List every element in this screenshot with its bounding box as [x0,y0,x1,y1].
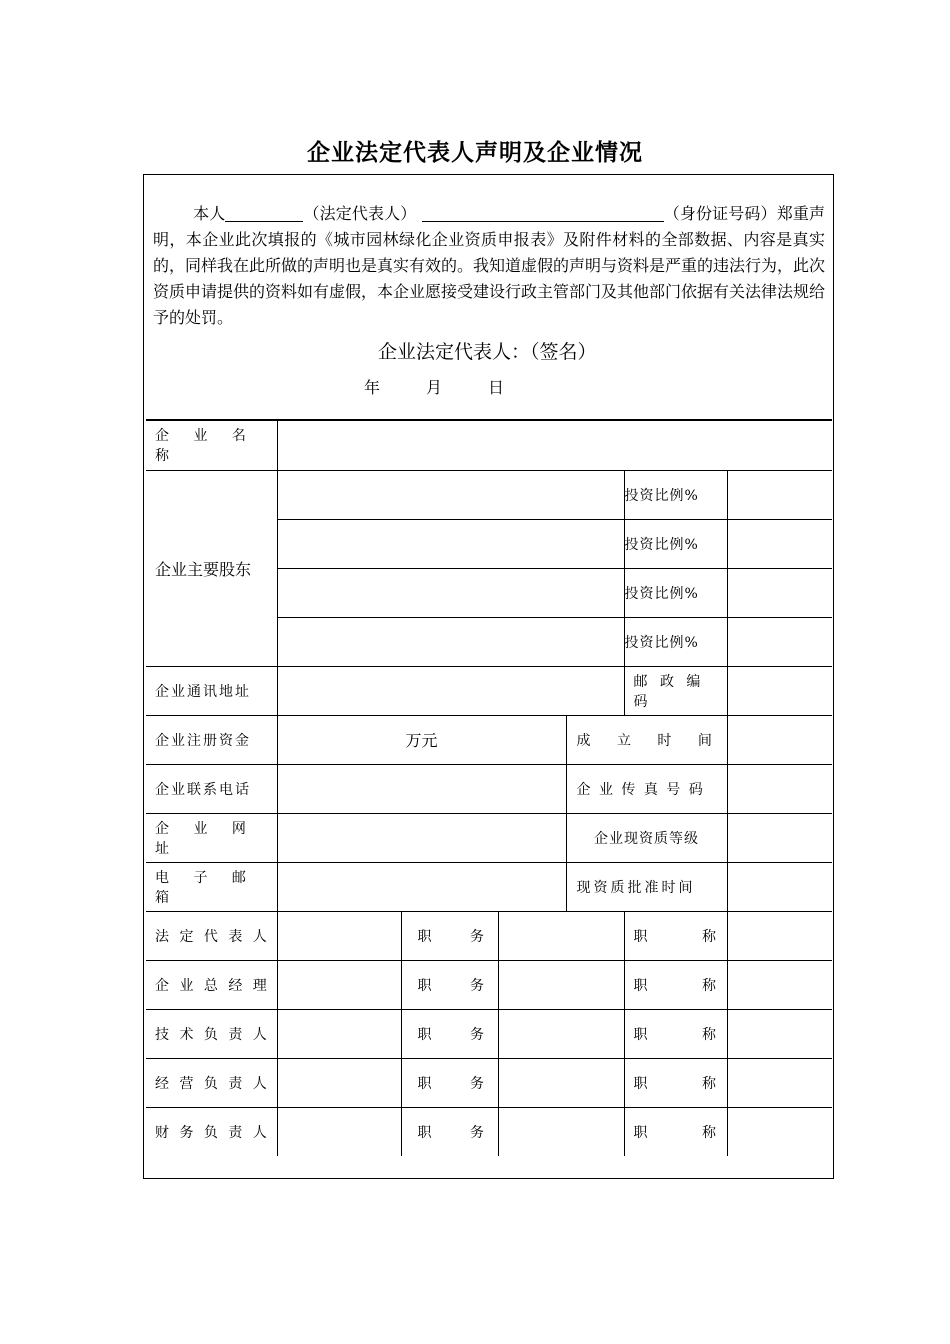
representative-label: （法定代表人） [303,204,417,223]
position-label: 职 务 [401,960,498,1009]
finance-head-field[interactable] [277,1107,401,1156]
reg-capital-label: 企业注册资金 [146,715,277,764]
position-label: 职 务 [401,1009,498,1058]
position-field[interactable] [498,1107,624,1156]
declaration-lead: 本人 [193,204,226,223]
investment-ratio-field[interactable] [727,617,832,666]
address-label: 企业通讯地址 [146,666,277,715]
title-rank-label: 职 称 [624,1107,727,1156]
investment-ratio-label: 投资比例% [624,568,727,617]
table-row [146,764,832,813]
business-head-label: 经 营 负 责 人 [146,1058,277,1107]
company-name-label: 企 业 名 称 [146,421,277,470]
investment-ratio-label: 投资比例% [624,519,727,568]
shareholder-field[interactable] [277,617,624,666]
investment-ratio-field[interactable] [727,568,832,617]
position-field[interactable] [498,960,624,1009]
tech-head-label: 技 术 负 责 人 [146,1009,277,1058]
website-label: 企 业 网 址 [146,813,277,862]
title-rank-field[interactable] [727,911,832,960]
table-row [146,715,832,764]
shareholders-label: 企业主要股东 [146,470,277,666]
position-field[interactable] [498,1009,624,1058]
phone-label: 企业联系电话 [146,764,277,813]
approval-time-field[interactable] [727,862,832,911]
representative-name-blank[interactable] [225,203,303,222]
finance-head-label: 财 务 负 责 人 [146,1107,277,1156]
legal-rep-label: 法 定 代 表 人 [146,911,277,960]
shareholder-field[interactable] [277,519,624,568]
title-rank-field[interactable] [727,1107,832,1156]
position-field[interactable] [498,911,624,960]
table-row [146,813,832,862]
company-name-field[interactable] [277,421,832,470]
investment-ratio-field[interactable] [727,470,832,519]
date-year: 年 [364,378,381,397]
reg-capital-field[interactable]: 万元 [277,715,566,764]
id-number-blank[interactable] [422,203,664,222]
company-info-table [146,421,832,1156]
declaration-section [146,177,832,421]
table-row [146,960,832,1009]
investment-ratio-label: 投资比例% [624,470,727,519]
established-field[interactable] [727,715,832,764]
phone-field[interactable] [277,764,566,813]
postal-code-label: 邮 政 编 码 [624,666,727,715]
qualification-field[interactable] [727,813,832,862]
postal-code-field[interactable] [727,666,832,715]
title-rank-label: 职 称 [624,911,727,960]
title-rank-field[interactable] [727,1009,832,1058]
position-field[interactable] [498,1058,624,1107]
qualification-label: 企业现资质等级 [566,813,727,862]
table-row [146,666,832,715]
title-rank-field[interactable] [727,960,832,1009]
fax-field[interactable] [727,764,832,813]
website-field[interactable] [277,813,566,862]
table-row [146,1107,832,1156]
table-row [146,470,832,519]
shareholder-field[interactable] [277,470,624,519]
signature-line: 企业法定代表人：（签名） [378,341,597,363]
table-row [146,421,832,470]
established-label: 成 立 时 间 [566,715,727,764]
table-row [146,911,832,960]
email-label: 电 子 邮 箱 [146,862,277,911]
business-head-field[interactable] [277,1058,401,1107]
declaration-text [153,201,825,331]
date-month: 月 [426,378,443,397]
position-label: 职 务 [401,1107,498,1156]
general-manager-label: 企 业 总 经 理 [146,960,277,1009]
email-field[interactable] [277,862,566,911]
position-label: 职 务 [401,1058,498,1107]
approval-time-label: 现资质批准时间 [566,862,727,911]
declaration-body: 郑重声明，本企业此次填报的《城市园林绿化企业资质申报表》及附件材料的全部数据、内容是真实的，同样我在此所做的声明也是真实有效的。我知道虚假的声明与资料是严重的违法行为，此次资质申请提供的资料如有虚假，本企业愿接受建设行政主管部门及其他部门依据有关法律法规给予的处罚。 [153,204,826,327]
id-number-label: （身份证号码） [663,204,777,223]
shareholder-field[interactable] [277,568,624,617]
table-row [146,1058,832,1107]
title-rank-label: 职 称 [624,960,727,1009]
investment-ratio-field[interactable] [727,519,832,568]
title-rank-field[interactable] [727,1058,832,1107]
date-line [364,375,504,398]
tech-head-field[interactable] [277,1009,401,1058]
date-day: 日 [488,378,505,397]
legal-rep-field[interactable] [277,911,401,960]
general-manager-field[interactable] [277,960,401,1009]
title-rank-label: 职 称 [624,1009,727,1058]
fax-label: 企 业 传 真 号 码 [566,764,727,813]
table-row [146,1009,832,1058]
page-title: 企业法定代表人声明及企业情况 [307,139,643,166]
title-rank-label: 职 称 [624,1058,727,1107]
address-field[interactable] [277,666,624,715]
investment-ratio-label: 投资比例% [624,617,727,666]
table-row [146,862,832,911]
position-label: 职 务 [401,911,498,960]
